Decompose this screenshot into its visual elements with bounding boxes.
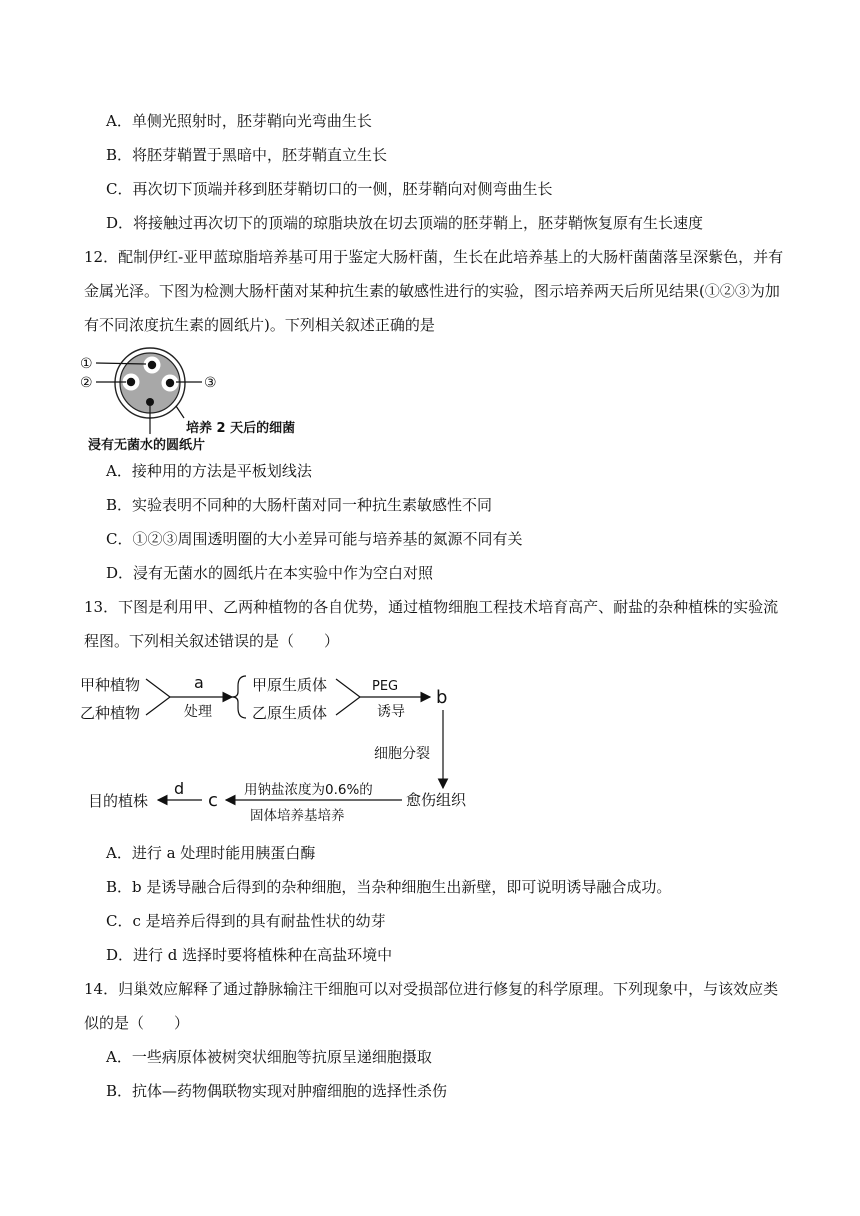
medium-line1: 用钠盐浓度为0.6%的 <box>244 782 373 798</box>
selection-d: d <box>174 779 185 798</box>
disc-3 <box>166 379 174 387</box>
q11-option-d: D．将接触过再次切下的顶端的琼脂块放在切去顶端的胚芽鞘上，胚芽鞘恢复原有生长速度 <box>106 214 704 232</box>
q13-option-b: B．b 是诱导融合后得到的杂种细胞，当杂种细胞生出新壁，即可说明诱导融合成功。 <box>106 878 672 896</box>
q13-stem-line1: 13．下图是利用甲、乙两种植物的各自优势，通过植物细胞工程技术培育高产、耐盐的杂种植株的实验流 <box>84 598 779 616</box>
step-a-letter: a <box>194 673 204 692</box>
q11-option-a: A．单侧光照射时，胚芽鞘向光弯曲生长 <box>106 112 372 130</box>
q12-option-d: D．浸有无菌水的圆纸片在本实验中作为空白对照 <box>106 564 434 582</box>
protoplast-a: 甲原生质体 <box>252 676 328 694</box>
q14-option-b: B．抗体—药物偶联物实现对肿瘤细胞的选择性杀伤 <box>106 1082 448 1100</box>
q14-stem-line1: 14．归巢效应解释了通过静脉输注干细胞可以对受损部位进行修复的科学原理。下列现象中，与该效应类 <box>84 980 779 998</box>
q12-stem-line2: 金属光泽。下图为检测大肠杆菌对某种抗生素的敏感性进行的实验，图示培养两天后所见结果(①②③为加 <box>84 282 780 300</box>
q14-stem-line2: 似的是（ ） <box>84 1014 190 1032</box>
q12-option-c: C．①②③周围透明圈的大小差异可能与培养基的氮源不同有关 <box>106 530 523 548</box>
label-2: ② <box>80 375 93 391</box>
q13-flow-diagram <box>74 666 484 832</box>
peg-label: PEG <box>372 679 399 694</box>
q13-option-d: D．进行 d 选择时要将植株种在高盐环境中 <box>106 946 393 964</box>
q12-stem-line1: 12．配制伊红-亚甲蓝琼脂培养基可用于鉴定大肠杆菌，生长在此培养基上的大肠杆菌菌落呈深紫色，并有 <box>84 248 784 266</box>
q14-option-a: A．一些病原体被树突状细胞等抗原呈递细胞摄取 <box>106 1048 432 1066</box>
protoplast-b: 乙原生质体 <box>252 704 328 722</box>
plant-a: 甲种植物 <box>80 676 141 694</box>
cell-division-label: 细胞分裂 <box>374 746 430 762</box>
callus-label: 愈伤组织 <box>406 791 467 809</box>
bacteria-label: 培养 2 天后的细菌 <box>186 421 296 436</box>
target-plant: 目的植株 <box>88 792 149 810</box>
sterile-disc-label: 浸有无菌水的圆纸片 <box>88 438 206 453</box>
q11-option-c: C．再次切下顶端并移到胚芽鞘切口的一侧，胚芽鞘向对侧弯曲生长 <box>106 180 553 198</box>
disc-2 <box>127 378 135 386</box>
hybrid-cell-b: b <box>436 687 448 708</box>
induce-label: 诱导 <box>377 704 405 720</box>
q12-stem-line3: 有不同浓度抗生素的圆纸片)。下列相关叙述正确的是 <box>84 316 435 334</box>
q13-option-c: C．c 是培养后得到的具有耐盐性状的幼芽 <box>106 912 386 930</box>
q13-stem-line2: 程图。下列相关叙述错误的是（ ） <box>84 632 340 650</box>
step-a-text: 处理 <box>184 704 212 720</box>
q12-petri-dish-figure <box>80 346 310 456</box>
label-3: ③ <box>204 375 217 391</box>
young-shoot-c: c <box>208 790 218 811</box>
q11-option-b: B．将胚芽鞘置于黑暗中，胚芽鞘直立生长 <box>106 146 388 164</box>
medium-line2: 固体培养基培养 <box>250 808 345 824</box>
plant-b: 乙种植物 <box>80 704 141 722</box>
label-1: ① <box>80 356 93 372</box>
q12-option-b: B．实验表明不同种的大肠杆菌对同一种抗生素敏感性不同 <box>106 496 493 514</box>
disc-1 <box>148 361 156 369</box>
q12-option-a: A．接种用的方法是平板划线法 <box>106 462 312 480</box>
q13-option-a: A．进行 a 处理时能用胰蛋白酶 <box>106 844 316 862</box>
sterile-disc <box>146 398 154 406</box>
